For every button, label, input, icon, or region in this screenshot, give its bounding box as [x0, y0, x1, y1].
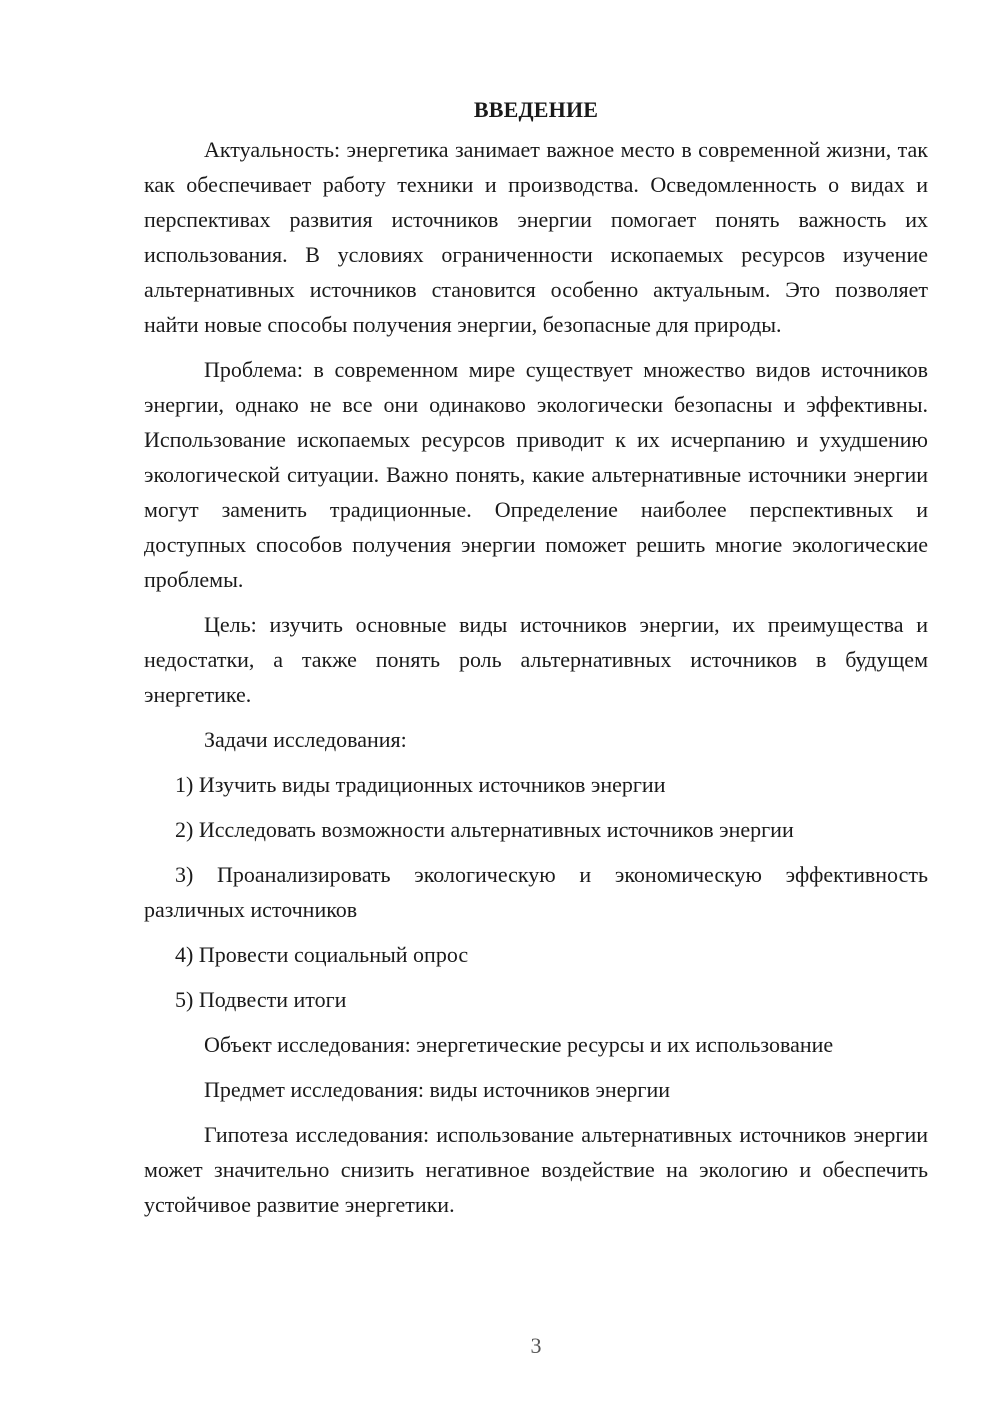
page-number: 3	[530, 1333, 542, 1358]
hypothesis-paragraph: Гипотеза исследования: использование альтернативных источников энергии может значительно снизить негативное воздействие на экологию и обеспечить устойчивое развитие энергетики.	[144, 1122, 928, 1217]
problem-paragraph: Проблема: в современном мире существует множество видов источников энергии, однако не все они одинаково экологически безопасны и эффективны. Использование ископаемых ресурсов приводит к их исчерпанию и ухудшению экологической ситуации. Важно понять, какие альтернативные источники энергии могут заменить традиционные. Определение наиболее перспективных и доступных способов получения энергии поможет решить многие экологические проблемы.	[144, 357, 928, 592]
task-item: 5) Подвести итоги	[175, 987, 347, 1012]
object-paragraph: Объект исследования: энергетические ресурсы и их использование	[204, 1032, 834, 1057]
goal-paragraph: Цель: изучить основные виды источников энергии, их преимущества и недостатки, а также понять роль альтернативных источников в будущем энергетике.	[144, 612, 928, 707]
relevance-paragraph: Актуальность: энергетика занимает важное место в современной жизни, так как обеспечивает работу техники и производства. Осведомленность о видах и перспективах развития источников энергии помогает понять важность их использования. В условиях ограниченности ископаемых ресурсов изучение альтернативных источников становится особенно актуальным. Это позволяет найти новые способы получения энергии, безопасные для природы.	[144, 137, 928, 337]
task-item: 4) Провести социальный опрос	[175, 942, 469, 967]
task-item: 3) Проанализировать экологическую и экономическую эффективность различных источников	[144, 862, 928, 922]
page-content	[144, 92, 928, 1232]
tasks-heading: Задачи исследования:	[204, 727, 407, 752]
task-item: 2) Исследовать возможности альтернативных источников энергии	[175, 817, 794, 842]
section-title: ВВЕДЕНИЕ	[473, 97, 599, 122]
task-item: 1) Изучить виды традиционных источников энергии	[175, 772, 666, 797]
subject-paragraph: Предмет исследования: виды источников энергии	[204, 1077, 670, 1102]
